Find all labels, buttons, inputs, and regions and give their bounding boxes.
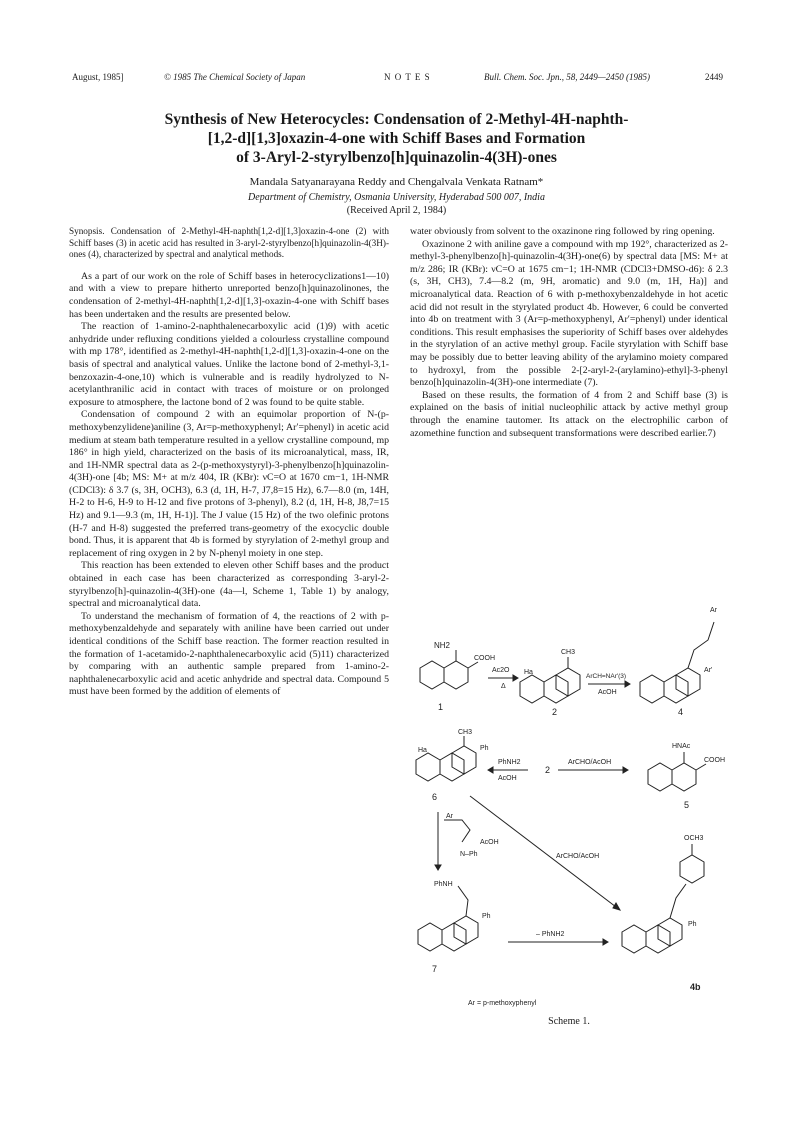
label-hnac: HNAc (672, 743, 691, 750)
header-copyright: © 1985 The Chemical Society of Japan (164, 72, 306, 82)
scheme-caption: Scheme 1. (548, 1016, 590, 1027)
paragraph: Condensation of compound 2 with an equimolar proportion of N-(p-methoxybenzylidene)aniline (3, Ar=p-methoxyphenyl; Ar′=phenyl) in acetic acid medium at steam bath temperature resulted in a yellow crystalline compound, mp 186° in high yield, characterized on the basis of its microanalytical, mass, IR, and 1H-NMR spectral data as 2-(p-methoxystyryl)-3-phenylbenzo[h]quinazolin-4(3H)-one [4b; MS: M+ at m/z 404, IR (KBr): νC=O at 1670 cm−1, 1H-NMR (CDCl3): δ 3.7 (s, 3H, OCH3), 6.3 (d, 1H, H-7, J7,8=15 Hz), 6.7—8.0 (m, 14H, H-2 to H-6, H-9 to H-12 and five protons of 3-phenyl), 8.2 (d, 1H, H-8, J8,7=15 Hz) and 9.1—9.3 (m, 1H, H-1)]. The J value (15 Hz) of the two olefinic protons (H-7 and H-8) suggested the preferred trans-geometry of the exocyclic double bond. Thus, it is apparent that 4b is formed by styrylation of 2-methyl group and replacement of ring oxygen in 2 by N-phenyl moiety in one step. (69, 409, 389, 559)
label-ar-intermediate: Ar (446, 813, 453, 820)
label-ha-6: Ha (418, 747, 427, 754)
label-phnh2: PhNH2 (498, 759, 521, 766)
compound-number-2: 2 (552, 707, 558, 717)
header-date: August, 1985] (72, 72, 124, 82)
article-title: Synthesis of New Heterocycles: Condensation of 2-Methyl-4H-naphth- [1,2-d][1,3]oxazin-4-one with Schiff Bases and Formation of 3-Aryl-2-styrylbenzo[h]quinazolin-4(3H)-ones (164, 111, 629, 166)
compound-number-5: 5 (684, 800, 690, 810)
label-och3: OCH3 (684, 835, 704, 842)
paragraph: The reaction of 1-amino-2-naphthalenecarboxylic acid (1)9) with acetic anhydride under refluxing conditions yielded a colourless crystalline compound with mp 178°, identified as 2-methyl-4H-naphth[1,2-d][1,3]-oxazin-4-one on the basis of spectral and analytical values. Unlike the lactone bond of 2-methyl-3,1-benzoxazin-4-one,10) which is vulnerable and is readily hydrolyzed to N-acetylanthranilic acid in contact with traces of moisture or on prolonged exposure to atmosphere, the lactone bond of 2 was found to be quite stable. (69, 321, 389, 408)
paragraph: water obviously from solvent to the oxazinone ring followed by ring opening. (410, 226, 715, 237)
paragraph: This reaction has been extended to eleven other Schiff bases and the product obtained in each case has been characterized as corresponding 3-aryl-2-styrylbenzo[h]-quinazolin-4(3H)-one (4a—l, Scheme 1, Table 1) by analogy, spectral and microanalytical data. (69, 560, 389, 610)
label-cooh-5: COOH (704, 757, 725, 764)
affiliation: Department of Chemistry, Osmania University, Hyderabad 500 007, India (248, 192, 545, 203)
paragraph: Based on these results, the formation of 4 from 2 and Schiff base (3) is explained on the basis of initial nucleophilic attack by active methyl group through the enamine tautomer. Its attack on the electrophilic carbon of azomethine function and subsequent transformations were described earlier.7) (410, 389, 728, 439)
label-archo-acoh: ArCHO/AcOH (568, 759, 612, 766)
header-section: N O T E S (384, 72, 431, 82)
author-line: Mandala Satyanarayana Reddy and Chengalvala Venkata Ratnam* (249, 176, 544, 188)
label-acoh-3: AcOH (480, 839, 499, 846)
label-ha-2: Ha (524, 669, 533, 676)
label-compound-2-center: 2 (545, 765, 551, 775)
compound-number-4b: 4b (690, 982, 701, 992)
paragraph: As a part of our work on the role of Schiff bases in heterocyclizations1—10) and with a view to prepare hitherto unreported benzo[h]quinazolinones, the condensation of 2-methyl-4H-naphth[1,2-d][1,3]-oxazin-4-one with Schiff bases has been undertaken and the results are presented below. (69, 270, 389, 320)
label-ar-definition: Ar = p-methoxyphenyl (468, 1000, 537, 1007)
label-acoh-2: AcOH (498, 775, 517, 782)
paragraph: Oxazinone 2 with aniline gave a compound with mp 192°, characterized as 2-methyl-3-phenylbenzo[h]-quinazolin-4(3H)-one(6) by spectral data [MS: M+ at m/z 286; IR (KBr): νC=O at 1675 cm−1; 1H-NMR (CDCl3+DMSO-d6): δ 2.3 (s, 3H, CH3), 7.4—8.2 (m, 9H, aromatic) and 9.0 (m, 1H, Ha)] and microanalytical data. Reaction of 6 with p-methoxybenzaldehyde in hot acetic acid did not result in the styrylated product 4b. However, 6 could be converted into 4b on treatment with 3 (Ar=p-methoxyphenyl, Ar′=phenyl) under identical conditions. This result emphasises the superiority of Schiff bases over aldehydes in the styrylation of an active methyl group. Facile styrylation with Schiff base may be possibly due to better leaving ability of the arylamino moiety compared to hydroxyl, from the possible 2-[2-aryl-2-(arylamino)-ethyl]-3-phenyl benzo[h]quinazolin-4(3H)-one intermediate (7). (410, 238, 728, 389)
label-ph-7: Ph (482, 913, 491, 920)
left-column (69, 226, 389, 699)
label-acoh-1: AcOH (598, 689, 617, 696)
compound-number-1: 1 (438, 702, 444, 712)
right-column (410, 226, 728, 440)
header-page-number: 2449 (705, 72, 723, 82)
label-ph-4b: Ph (688, 921, 697, 928)
header-journal: Bull. Chem. Soc. Jpn., 58, 2449—2450 (1985) (484, 72, 650, 82)
label-cooh: COOH (474, 655, 495, 662)
compound-7-structure (418, 886, 478, 951)
label-phnh: PhNH (434, 881, 453, 888)
label-ch3-6: CH3 (458, 729, 473, 736)
label-nph: N–Ph (460, 851, 478, 858)
received-date: (Received April 2, 1984) (346, 205, 447, 216)
label-ar-prime-4: Ar' (704, 667, 713, 674)
label-delta: Δ (501, 683, 506, 690)
compound-5-structure (648, 752, 706, 791)
compound-4-structure (640, 622, 714, 703)
label-minus-phnh2: – PhNH2 (536, 931, 565, 938)
label-ch3-2: CH3 (561, 649, 576, 656)
label-ar-4: Ar (710, 607, 717, 614)
label-archo-acoh-2: ArCHO/AcOH (556, 853, 600, 860)
label-ac2o: Ac2O (492, 667, 510, 674)
label-nh2: NH2 (434, 641, 451, 650)
paragraph: To understand the mechanism of formation of 4, the reactions of 2 with p-methoxybenzaldehyde and separately with aniline have been carried out under identical conditions of the Schiff base reaction. The former reaction resulted in the formation of 1-acetamido-2-naphthalenecarboxylic acid (5)11) characterized by comparing with an authentic sample prepared from 1-amino-2-naphthalenecarboxylic acid and acetic anhydride and spectral data. Compound 5 must have been formed by the addition of elements of (69, 610, 389, 698)
label-schiff-base: ArCH=NAr'(3) (586, 673, 627, 680)
compound-6-structure (416, 736, 476, 781)
compound-1-structure (420, 650, 478, 689)
compound-4b-structure (622, 844, 704, 953)
synopsis: Synopsis. Condensation of 2-Methyl-4H-naphth[1,2-d][1,3]oxazin-4-one (2) with Schiff bases (3) in acetic acid has resulted in 3-aryl-2-styrylbenzo[h]quinazolin-4(3H)-ones (4), characterized by spectral and analytical methods. (69, 226, 389, 260)
compound-2-structure (520, 657, 580, 703)
compound-number-4: 4 (678, 707, 684, 717)
compound-number-6: 6 (432, 792, 438, 802)
compound-number-7: 7 (432, 964, 438, 974)
label-ph-6: Ph (480, 745, 489, 752)
reaction-scheme (408, 580, 730, 1035)
